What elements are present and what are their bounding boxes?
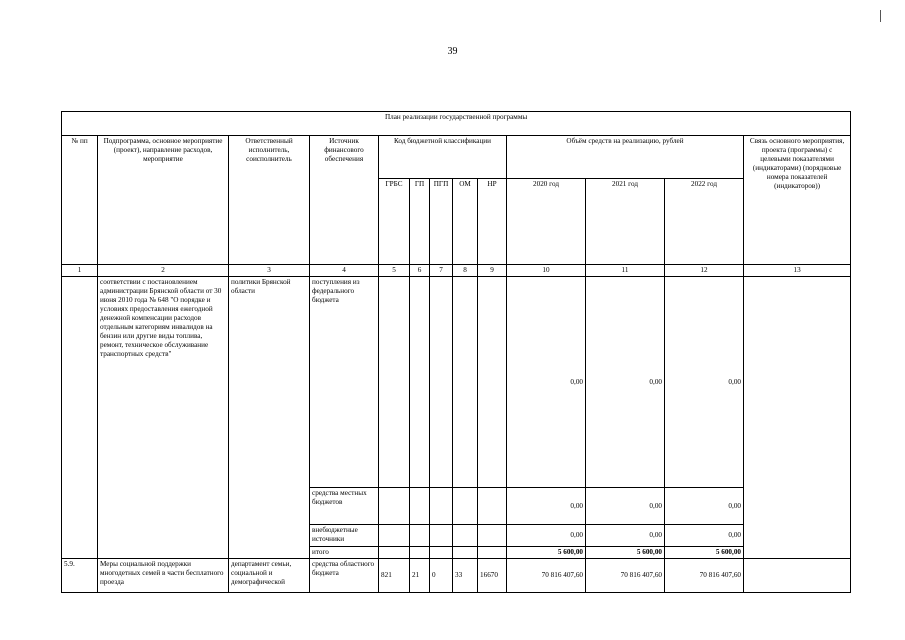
table-title: План реализации государственной программы (62, 112, 851, 136)
row-link-cell (744, 559, 851, 593)
cont-2020: 0,00 (507, 277, 586, 488)
table-row (62, 277, 851, 488)
cont-link-cell (744, 277, 851, 559)
row-number: 5.9. (62, 559, 98, 593)
column-numbers-row (62, 265, 851, 277)
col-number: 3 (229, 265, 310, 277)
header-gp: ГП (410, 179, 430, 265)
header-grbs: ГРБС (379, 179, 410, 265)
cont-2020: 0,00 (507, 488, 586, 525)
cont-2022: 0,00 (665, 488, 744, 525)
row-om: 33 (453, 559, 478, 593)
cont-2022: 0,00 (665, 277, 744, 488)
header-2021: 2021 год (586, 179, 665, 265)
header-executor: Ответственный исполнитель, соисполнитель (229, 136, 310, 265)
row-gp: 21 (410, 559, 430, 593)
row-source: средства областного бюджета (310, 559, 379, 593)
row-2022: 70 816 407,60 (665, 559, 744, 593)
row-nr: 16670 (478, 559, 507, 593)
col-number: 6 (410, 265, 430, 277)
row-2021: 70 816 407,60 (586, 559, 665, 593)
cont-source: итого (310, 547, 379, 559)
col-number: 2 (98, 265, 229, 277)
cont-2021: 0,00 (586, 488, 665, 525)
row-pgp: 0 (430, 559, 453, 593)
row-2020: 70 816 407,60 (507, 559, 586, 593)
header-link: Связь основного мероприятия, проекта (программы) с целевыми показателями (индикаторами) (порядковые номера показателей (индикаторов)) (744, 136, 851, 265)
header-no: № пп (62, 136, 98, 265)
header-2022: 2022 год (665, 179, 744, 265)
cont-2020: 0,00 (507, 525, 586, 547)
col-number: 5 (379, 265, 410, 277)
row-executor: департамент семьи, социальной и демографической (229, 559, 310, 593)
col-number: 7 (430, 265, 453, 277)
header-2020: 2020 год (507, 179, 586, 265)
cont-source: средства местных бюджетов (310, 488, 379, 525)
row-grbs: 821 (379, 559, 410, 593)
header-source: Источник финансового обеспечения (310, 136, 379, 265)
col-number: 13 (744, 265, 851, 277)
header-om: ОМ (453, 179, 478, 265)
header-volume: Объём средств на реализацию, рублей (507, 136, 744, 179)
col-number: 4 (310, 265, 379, 277)
plan-table (61, 111, 851, 593)
cont-executor: политики Брянской области (229, 277, 310, 559)
header-nr: НР (478, 179, 507, 265)
cont-source: поступления из федерального бюджета (310, 277, 379, 488)
col-number: 1 (62, 265, 98, 277)
header-pgp: ПГП (430, 179, 453, 265)
col-number: 11 (586, 265, 665, 277)
cont-2021: 0,00 (586, 277, 665, 488)
cont-2022: 0,00 (665, 525, 744, 547)
col-number: 12 (665, 265, 744, 277)
header-subprogram: Подпрограмма, основное мероприятие (проект), направление расходов, мероприятие (98, 136, 229, 265)
cont-2022: 5 600,00 (665, 547, 744, 559)
col-number: 8 (453, 265, 478, 277)
col-number: 9 (478, 265, 507, 277)
page-number: 39 (447, 46, 458, 57)
cont-description: соответствии с постановлением администрации Брянской области от 30 июня 2010 года № 648 "О порядке и условиях предоставления ежегодной денежной компенсации расходов отдельным категориям инвалидов на бензин или другие виды топлива, ремонт, техническое обслуживание транспортных средств" (98, 277, 229, 559)
table-row (62, 559, 851, 593)
header-budget-code: Код бюджетной классификации (379, 136, 507, 179)
cont-2020: 5 600,00 (507, 547, 586, 559)
cont-source: внебюджетные источники (310, 525, 379, 547)
col-number: 10 (507, 265, 586, 277)
cont-2021: 5 600,00 (586, 547, 665, 559)
cont-no-cell (62, 277, 98, 559)
corner-mark (880, 10, 881, 22)
row-description: Меры социальной поддержки многодетных семей в части бесплатного проезда (98, 559, 229, 593)
cont-2021: 0,00 (586, 525, 665, 547)
